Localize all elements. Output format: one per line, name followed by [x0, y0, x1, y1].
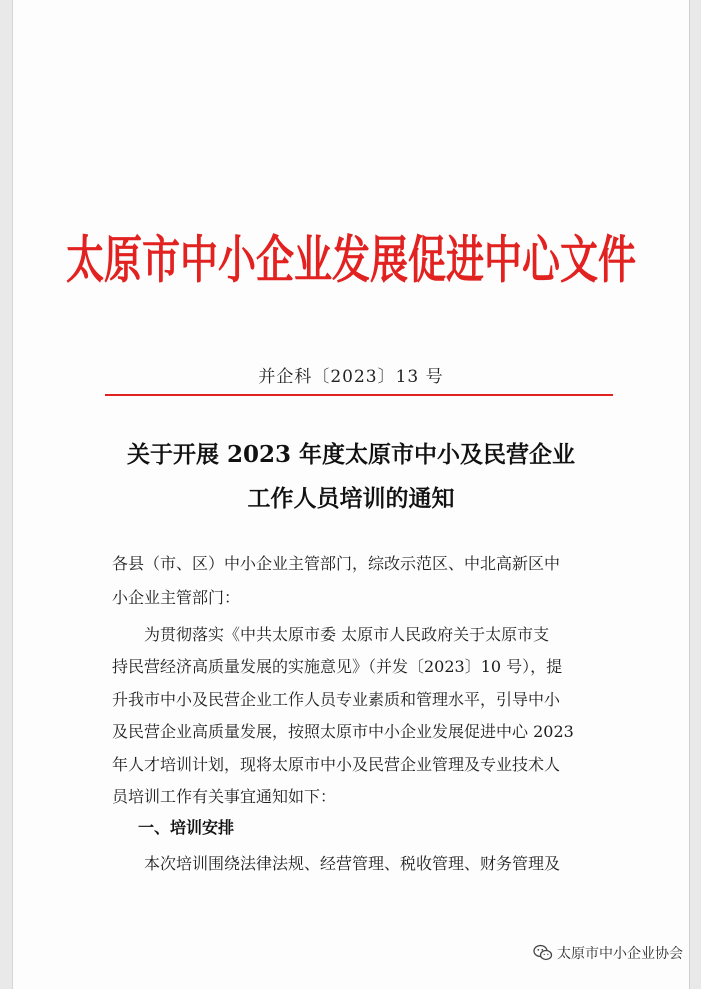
- body-line: 升我市中小及民营企业工作人员专业素质和管理水平，引导中小: [112, 690, 561, 709]
- document-number: 并企科〔2023〕13 号: [258, 367, 444, 387]
- watermark-text: 太原市中小企业协会: [557, 946, 683, 962]
- wechat-watermark: [533, 943, 683, 963]
- red-divider: [105, 394, 613, 396]
- body-line: 小企业主管部门：: [112, 588, 241, 607]
- body-line: 年人才培训计划，现将太原市中小及民营企业管理及专业技术人: [112, 755, 561, 774]
- body-line: 员培训工作有关事宜通知如下：: [112, 787, 337, 806]
- issuer-header: 太原市中小企业发展促进中心文件: [65, 230, 636, 290]
- body-line: 持民营经济高质量发展的实施意见》（并发〔2023〕10 号），提: [112, 657, 563, 676]
- notice-title-line-1: 关于开展 2023 年度太原市中小及民营企业: [126, 441, 576, 468]
- body-line: 各县（市、区）中小企业主管部门，综改示范区、中北高新区中: [112, 554, 561, 573]
- section-heading: 一、培训安排: [138, 818, 235, 837]
- body-line: 为贯彻落实《中共太原市委 太原市人民政府关于太原市支: [112, 625, 550, 644]
- notice-title-line-2: 工作人员培训的通知: [247, 485, 455, 512]
- document-page: [12, 0, 690, 989]
- body-line: 本次培训围绕法律法规、经营管理、税收管理、财务管理及: [112, 854, 561, 873]
- body-line: 及民营企业高质量发展，按照太原市中小企业发展促进中心 2023: [112, 722, 574, 741]
- wechat-icon: [533, 944, 553, 962]
